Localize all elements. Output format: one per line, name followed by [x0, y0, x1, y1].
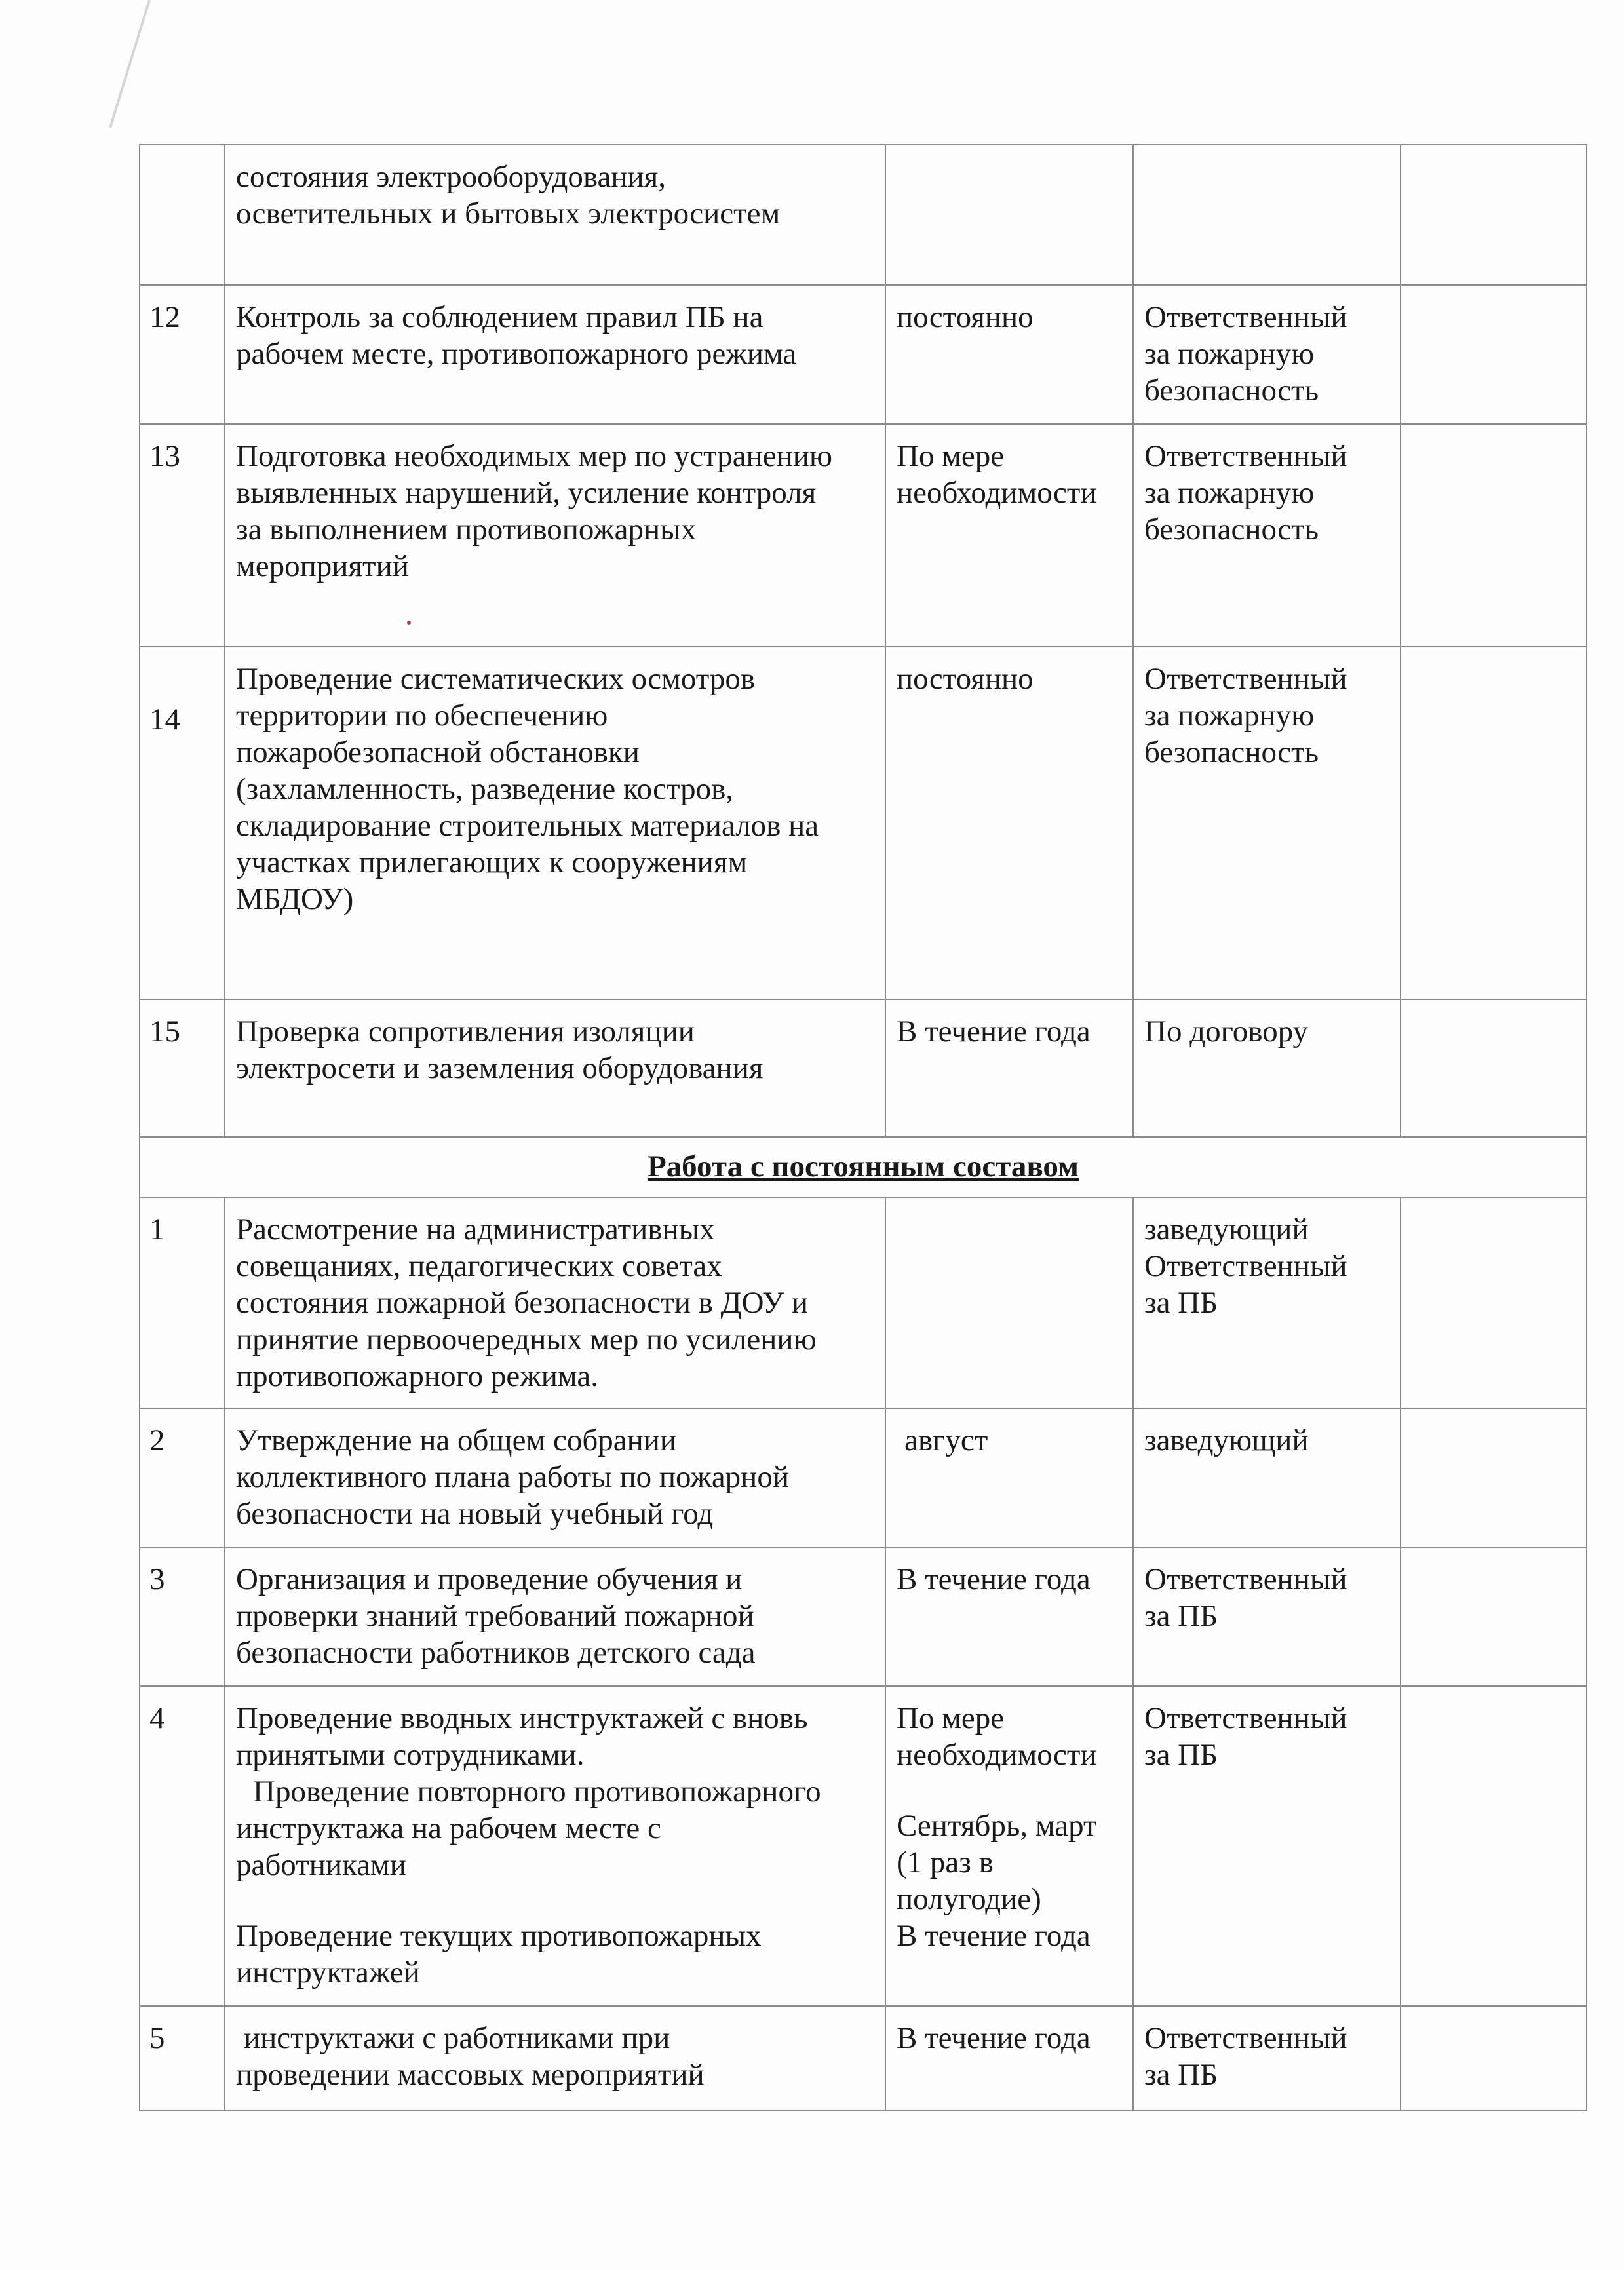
responsible-cell: Ответственный за ПБ [1133, 1547, 1401, 1686]
term-cell: В течение года [885, 2006, 1133, 2111]
note-cell [1401, 647, 1587, 999]
term-cell [885, 1197, 1133, 1408]
table-row [140, 424, 1587, 647]
activity-cell: инструктажи с работниками при проведении массовых мероприятий [225, 2006, 885, 2111]
responsible-cell: заведующий Ответственный за ПБ [1133, 1197, 1401, 1408]
row-number-cell: 4 [140, 1686, 225, 2006]
term-cell: постоянно [885, 285, 1133, 424]
note-cell [1401, 1408, 1587, 1547]
table-row [140, 1686, 1587, 2006]
responsible-cell: Ответственный за пожарную безопасность [1133, 285, 1401, 424]
note-cell [1401, 2006, 1587, 2111]
activity-cell: Проверка сопротивления изоляции электросети и заземления оборудования [225, 999, 885, 1137]
row-number-cell [140, 145, 225, 285]
paragraph-gap [897, 1773, 1122, 1807]
activity-cell: Контроль за соблюдением правил ПБ на рабочем месте, противопожарного режима [225, 285, 885, 424]
responsible-cell: Ответственный за ПБ [1133, 1686, 1401, 2006]
note-cell [1401, 999, 1587, 1137]
activity-cell: Проведение вводных инструктажей с вновь принятыми сотрудниками. Проведение повторного противопожарного инструктажа на рабочем месте с работниками Проведение текущих противопожарных инструктажей [225, 1686, 885, 2006]
activity-cell: Рассмотрение на административных совещаниях, педагогических советах состояния пожарной безопасности в ДОУ и принятие первоочередных мер по усилению противопожарного режима. [225, 1197, 885, 1408]
responsible-cell [1133, 145, 1401, 285]
table-row [140, 285, 1587, 424]
section-title: Работа с постоянным составом [140, 1137, 1587, 1197]
row-number-cell: 5 [140, 2006, 225, 2111]
paragraph-gap [236, 1883, 874, 1917]
note-cell [1401, 424, 1587, 647]
term-cell: По мере необходимости Сентябрь, март (1 раз в полугодие) В течение года [885, 1686, 1133, 2006]
term-cell: В течение года [885, 999, 1133, 1137]
table-row [140, 647, 1587, 999]
term-cell [885, 145, 1133, 285]
term-cell: август [885, 1408, 1133, 1547]
section-heading-row [140, 1137, 1587, 1197]
row-number-cell: 13 [140, 424, 225, 647]
term-cell: постоянно [885, 647, 1133, 999]
fire-safety-plan-table [139, 144, 1587, 2111]
row-number-cell: 12 [140, 285, 225, 424]
term-cell: В течение года [885, 1547, 1133, 1686]
table-row [140, 1547, 1587, 1686]
term-cell: По мере необходимости [885, 424, 1133, 647]
responsible-cell: Ответственный за ПБ [1133, 2006, 1401, 2111]
note-cell [1401, 1547, 1587, 1686]
note-cell [1401, 285, 1587, 424]
note-cell [1401, 1197, 1587, 1408]
row-number-cell: 14 [140, 647, 225, 999]
responsible-cell: заведующий [1133, 1408, 1401, 1547]
note-cell [1401, 145, 1587, 285]
row-number-cell: 3 [140, 1547, 225, 1686]
note-cell [1401, 1686, 1587, 2006]
responsible-cell: Ответственный за пожарную безопасность [1133, 647, 1401, 999]
row-number-cell: 1 [140, 1197, 225, 1408]
activity-cell: состояния электрооборудования, осветительных и бытовых электросистем [225, 145, 885, 285]
row-number-cell: 15 [140, 999, 225, 1137]
activity-cell: Утверждение на общем собрании коллективного плана работы по пожарной безопасности на новый учебный год [225, 1408, 885, 1547]
activity-cell: Подготовка необходимых мер по устранению выявленных нарушений, усиление контроля за выполнением противопожарных мероприятий [225, 424, 885, 647]
responsible-cell: По договору [1133, 999, 1401, 1137]
activity-cell: Организация и проведение обучения и проверки знаний требований пожарной безопасности работников детского сада [225, 1547, 885, 1686]
table-row [140, 1408, 1587, 1547]
table-row [140, 2006, 1587, 2111]
activity-cell: Проведение систематических осмотров территории по обеспечению пожаробезопасной обстановки (захламленность, разведение костров, складирование строительных материалов на участках прилегающих к сооружениям МБДОУ) [225, 647, 885, 999]
table-row [140, 1197, 1587, 1408]
responsible-cell: Ответственный за пожарную безопасность [1133, 424, 1401, 647]
table-row [140, 145, 1587, 285]
table-row [140, 999, 1587, 1137]
row-number-cell: 2 [140, 1408, 225, 1547]
